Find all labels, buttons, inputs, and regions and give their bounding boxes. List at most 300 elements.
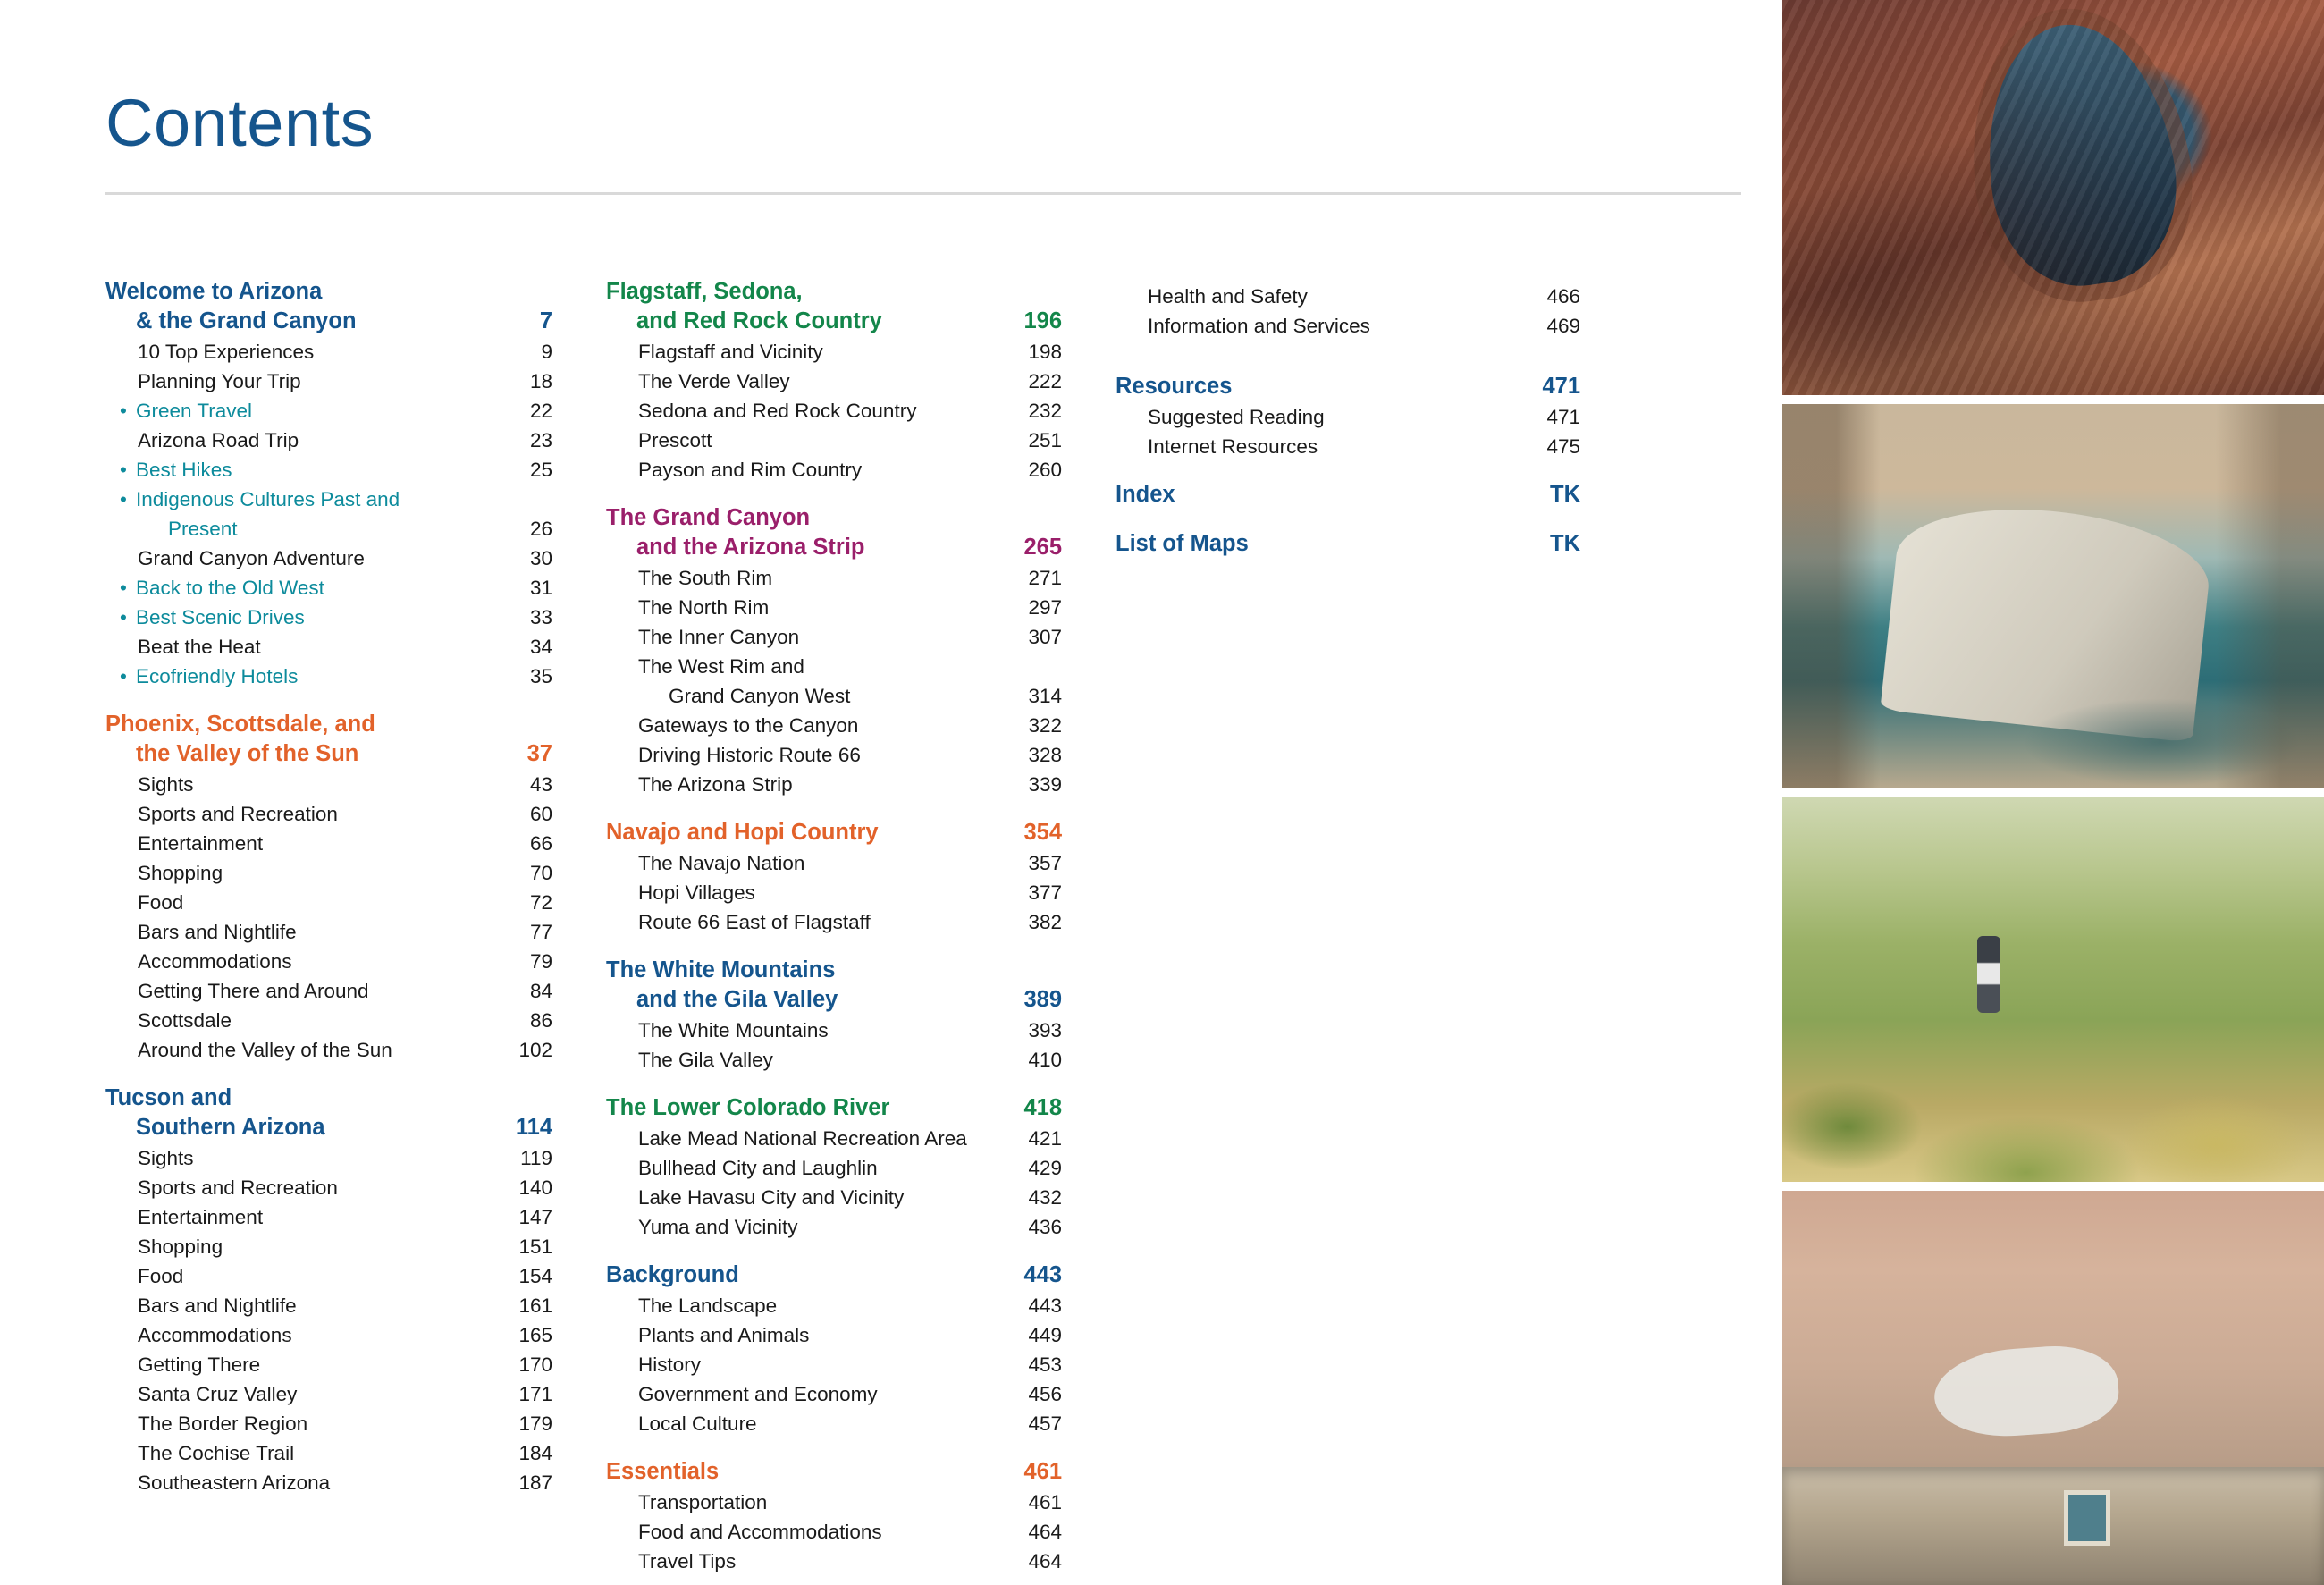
toc-entry-label-cont: Present: [168, 518, 238, 540]
toc-section-heading[interactable]: [105, 1115, 552, 1141]
toc-entry-text: Suggested Reading: [1148, 406, 1325, 428]
toc-entry[interactable]: [105, 921, 552, 944]
toc-entry[interactable]: [606, 1186, 1062, 1210]
leader-dots: [827, 346, 1016, 362]
leader-dots: [311, 1418, 507, 1434]
toc-entry-text: Getting There and Around: [138, 980, 369, 1002]
toc-entry[interactable]: [606, 370, 1062, 393]
toc-entry-page: 410: [1028, 1049, 1062, 1071]
toc-entry[interactable]: [105, 1442, 552, 1465]
leader-dots: [776, 572, 1016, 588]
toc-entry[interactable]: [606, 1550, 1062, 1573]
toc-entry[interactable]: [105, 665, 552, 688]
toc-entry-text: Beat the Heat: [138, 636, 261, 658]
toc-section-heading[interactable]: [606, 987, 1062, 1013]
toc-entry-page: 471: [1546, 406, 1580, 428]
toc-entry-text: Accommodations: [138, 950, 292, 973]
toc-entry-label: [638, 881, 755, 905]
leader-dots: [360, 314, 499, 332]
toc-entry-text: The Border Region: [138, 1412, 308, 1435]
toc-entry-text: Transportation: [638, 1491, 768, 1513]
toc-section: [606, 505, 1062, 797]
toc-entry[interactable]: [105, 459, 552, 482]
toc-entry[interactable]: [105, 862, 552, 885]
toc-entry[interactable]: [105, 1039, 552, 1062]
toc-entry-label: [638, 1353, 701, 1377]
leader-dots: [722, 1464, 1008, 1482]
toc-section-heading[interactable]: [606, 1459, 1062, 1485]
toc-entry[interactable]: [105, 1294, 552, 1318]
toc-entry-label-cont: Grand Canyon West: [669, 685, 851, 707]
toc-entry[interactable]: [105, 606, 552, 629]
toc-section-heading-line[interactable]: [606, 957, 1062, 983]
toc-entry-label: [638, 1186, 904, 1210]
toc-entry[interactable]: [1116, 435, 1580, 459]
toc-section-page: 389: [1023, 987, 1062, 1012]
leader-dots: [296, 1329, 507, 1345]
leader-dots: [328, 582, 507, 598]
toc-entry-label: [638, 341, 823, 364]
leader-dots: [256, 405, 507, 421]
toc-entry-label: [1148, 315, 1370, 338]
toc-entry[interactable]: [105, 803, 552, 826]
toc-entry-text: Sedona and Red Rock Country: [638, 400, 917, 422]
toc-entry-text: Plants and Animals: [638, 1324, 810, 1346]
toc-entry-page: 33: [529, 606, 552, 628]
toc-entry-label: [638, 773, 793, 797]
leader-dots: [761, 1418, 1016, 1434]
toc-entry-text: Internet Resources: [1148, 435, 1318, 458]
toc-entry-text: The Cochise Trail: [138, 1442, 295, 1464]
toc-entry[interactable]: [606, 1019, 1062, 1042]
toc-entry[interactable]: [105, 950, 552, 974]
toc-entry[interactable]: [606, 1353, 1062, 1377]
toc-entry[interactable]: [105, 1265, 552, 1288]
toc-entry-label: [138, 921, 297, 944]
bullet-icon: •: [120, 488, 127, 510]
photo-strip: [1782, 0, 2324, 1585]
toc-section-label: and the Gila Valley: [636, 987, 838, 1012]
toc-entry-page: 60: [529, 803, 552, 825]
toc-entry-text: The White Mountains: [638, 1019, 829, 1041]
toc-section: [606, 820, 1062, 934]
leader-dots: [920, 405, 1016, 421]
toc-entry-label: [1148, 406, 1325, 429]
toc-entry-label: [638, 1550, 736, 1573]
toc-entry[interactable]: [105, 1206, 552, 1229]
leader-dots: [796, 779, 1016, 795]
toc-entry[interactable]: [606, 1127, 1062, 1151]
leader-dots: [187, 1270, 507, 1286]
toc-entry-page: 421: [1028, 1127, 1062, 1150]
toc-entry-label: [138, 1176, 338, 1200]
toc-entry-label: [138, 1235, 223, 1259]
toc-section-heading[interactable]: [606, 1095, 1062, 1121]
toc-entry-text: Flagstaff and Vicinity: [638, 341, 823, 363]
toc-entry-page: 307: [1028, 626, 1062, 648]
toc-entry[interactable]: [1116, 285, 1580, 308]
leader-dots: [341, 808, 507, 824]
toc-entry[interactable]: [105, 341, 552, 364]
toc-section-label: Background: [606, 1262, 739, 1287]
toc-entry-page: 25: [529, 459, 552, 481]
toc-section-heading-line[interactable]: [105, 1085, 552, 1111]
toc-entry-label: [138, 1324, 292, 1347]
toc-entry-label: [638, 1324, 809, 1347]
toc-entry-page: 30: [529, 547, 552, 569]
toc-section-label: Southern Arizona: [136, 1115, 325, 1140]
toc-entry-label: [638, 1294, 777, 1318]
bullet-icon: •: [120, 606, 127, 628]
contents-column-3: [1116, 279, 1580, 1579]
leader-dots: [780, 1300, 1016, 1316]
toc-entry-text: Food and Accommodations: [638, 1521, 882, 1543]
toc-entry[interactable]: [606, 1049, 1062, 1072]
toc-entry-text: Entertainment: [138, 832, 264, 855]
toc-entry[interactable]: [105, 577, 552, 600]
toc-entry-text: Sports and Recreation: [138, 1176, 338, 1199]
leader-dots: [198, 1152, 507, 1168]
toc-entry-page: 79: [529, 950, 552, 973]
toc-entry[interactable]: [105, 1147, 552, 1170]
leader-dots: [373, 985, 507, 1001]
toc-section-label: Tucson and: [105, 1085, 232, 1110]
toc-entry[interactable]: [1116, 315, 1580, 338]
toc-entry[interactable]: [606, 685, 1062, 708]
toc-entry[interactable]: [105, 429, 552, 452]
toc-entry-page: 429: [1028, 1157, 1062, 1179]
toc-section-page: 114: [515, 1115, 552, 1140]
bullet-icon: •: [120, 665, 127, 687]
toc-section: [1116, 531, 1580, 557]
toc-entry-text: The Inner Canyon: [638, 626, 800, 648]
toc-entry[interactable]: [606, 852, 1062, 875]
toc-entry-line[interactable]: [606, 655, 1062, 679]
leader-dots: [302, 434, 507, 451]
toc-entry-page: 322: [1028, 714, 1062, 737]
toc-entry-page: 70: [529, 862, 552, 884]
toc-entry-page: 187: [518, 1471, 552, 1494]
toc-entry-label: [138, 370, 301, 393]
toc-section: [606, 1262, 1062, 1436]
leader-dots: [264, 1359, 507, 1375]
spacer: [1116, 338, 1580, 350]
leader-dots: [739, 1555, 1016, 1572]
toc-entry-text: Back to the Old West: [136, 577, 324, 599]
toc-entry[interactable]: [606, 911, 1062, 934]
toc-entry-text: Accommodations: [138, 1324, 292, 1346]
toc-entry[interactable]: [606, 744, 1062, 767]
leader-dots: [777, 1054, 1016, 1070]
toc-entry-text: Indigenous Cultures Past and: [136, 488, 400, 510]
toc-entry[interactable]: [606, 1294, 1062, 1318]
toc-entry-text: Travel Tips: [638, 1550, 737, 1572]
toc-entry-page: 393: [1028, 1019, 1062, 1041]
toc-entry[interactable]: [606, 1324, 1062, 1347]
toc-entry-text: Yuma and Vicinity: [638, 1216, 798, 1238]
toc-entry-label: [138, 773, 194, 797]
toc-section: [1116, 482, 1580, 508]
toc-entry-text: Arizona Road Trip: [138, 429, 299, 451]
toc-entry-page: 222: [1028, 370, 1062, 392]
leader-dots: [882, 825, 1008, 843]
leader-dots: [832, 1024, 1016, 1041]
toc-entry-text: Green Travel: [136, 400, 253, 422]
toc-entry-text: The Arizona Strip: [638, 773, 793, 796]
toc-entry-label: [638, 1412, 757, 1436]
toc-entry[interactable]: [606, 567, 1062, 590]
leader-dots: [1311, 291, 1535, 307]
leader-dots: [841, 992, 1008, 1010]
leader-dots: [794, 375, 1016, 392]
toc-entry-page: 271: [1028, 567, 1062, 589]
toc-entry-page: 31: [529, 577, 552, 599]
toc-entry[interactable]: [105, 773, 552, 797]
toc-entry-page: 171: [518, 1383, 552, 1405]
leader-dots: [813, 1329, 1016, 1345]
leader-dots: [266, 1211, 507, 1227]
toc-entry-label: [138, 1353, 260, 1377]
toc-entry[interactable]: [606, 341, 1062, 364]
toc-section-heading[interactable]: [105, 741, 552, 767]
toc-entry[interactable]: [105, 1176, 552, 1200]
toc-section-heading[interactable]: [1116, 374, 1580, 400]
toc-entry-label: [638, 596, 769, 620]
toc-entry-label: [138, 1442, 294, 1465]
toc-entry-label: [138, 832, 263, 856]
toc-entry[interactable]: [105, 1235, 552, 1259]
toc-entry[interactable]: [105, 1412, 552, 1436]
toc-entry[interactable]: [105, 547, 552, 570]
toc-entry-page: 102: [518, 1039, 552, 1061]
leader-dots: [236, 464, 507, 480]
toc-entry-label: [638, 852, 804, 875]
toc-section-heading-line[interactable]: [105, 279, 552, 305]
toc-entry[interactable]: [105, 518, 552, 541]
leader-dots: [235, 1015, 507, 1031]
leader-dots: [854, 690, 1016, 706]
toc-entry[interactable]: [606, 881, 1062, 905]
toc-entry[interactable]: [606, 1521, 1062, 1544]
leader-dots: [893, 1100, 1008, 1118]
toc-entry-page: 339: [1028, 773, 1062, 796]
toc-section-heading-line[interactable]: [606, 279, 1062, 305]
toc-section-heading-line[interactable]: [105, 712, 552, 738]
toc-entry-text: History: [638, 1353, 702, 1376]
leader-dots: [808, 857, 1016, 873]
leader-dots: [333, 1477, 507, 1493]
toc-entry-label: [138, 803, 338, 826]
leader-dots: [759, 887, 1016, 903]
toc-entry-page: 464: [1028, 1550, 1062, 1572]
toc-entry[interactable]: [606, 459, 1062, 482]
leader-dots: [862, 720, 1016, 736]
toc-section-page: 354: [1023, 820, 1062, 845]
leader-dots: [864, 749, 1016, 765]
toc-section-heading[interactable]: [606, 308, 1062, 334]
leader-dots: [368, 552, 507, 569]
toc-entry-page: 436: [1028, 1216, 1062, 1238]
toc-entry-text: The Landscape: [638, 1294, 778, 1317]
toc-entry[interactable]: [105, 1324, 552, 1347]
toc-entry-text: Government and Economy: [638, 1383, 878, 1405]
toc-section-page: TK: [1550, 482, 1580, 507]
toc-entry-label: [638, 1521, 882, 1544]
toc-section-label: The Lower Colorado River: [606, 1095, 890, 1120]
toc-entry-text: Sports and Recreation: [138, 803, 338, 825]
toc-section: [105, 1085, 552, 1495]
toc-entry[interactable]: [105, 1353, 552, 1377]
toc-section-label: & the Grand Canyon: [136, 308, 357, 333]
toc-entry-page: 165: [518, 1324, 552, 1346]
toc-entry-text: Bars and Nightlife: [138, 921, 297, 943]
toc-entry-page: 23: [529, 429, 552, 451]
toc-section-heading[interactable]: [606, 820, 1062, 846]
toc-entry[interactable]: [606, 400, 1062, 423]
toc-entry[interactable]: [105, 1009, 552, 1033]
toc-section-label: Index: [1116, 482, 1175, 507]
toc-entry-page: 464: [1028, 1521, 1062, 1543]
toc-entry[interactable]: [105, 370, 552, 393]
toc-section-heading-line[interactable]: [606, 505, 1062, 531]
toc-entry-text: The Verde Valley: [638, 370, 790, 392]
toc-section-heading[interactable]: [606, 1262, 1062, 1288]
toc-entry[interactable]: [105, 832, 552, 856]
toc-entry[interactable]: [105, 400, 552, 423]
toc-entry-label: [138, 1383, 297, 1406]
page-title: Contents: [105, 86, 375, 160]
toc-entry-text: Entertainment: [138, 1206, 264, 1228]
toc-entry-label: [638, 400, 916, 423]
toc-entry-page: 232: [1028, 400, 1062, 422]
toc-section-page: 7: [539, 308, 552, 333]
toc-entry-label: [638, 626, 799, 649]
toc-section-label: Flagstaff, Sedona,: [606, 279, 803, 304]
leader-dots: [874, 916, 1016, 932]
leader-dots: [1235, 379, 1527, 397]
leader-dots: [1321, 441, 1535, 457]
leader-dots: [266, 838, 507, 854]
leader-dots: [881, 1388, 1016, 1404]
toc-entry[interactable]: [105, 1383, 552, 1406]
toc-entry-label: [138, 341, 314, 364]
toc-entry[interactable]: [606, 714, 1062, 738]
toc-entry-label: [638, 370, 790, 393]
toc-entry-text: Santa Cruz Valley: [138, 1383, 298, 1405]
toc-entry-page: 9: [541, 341, 552, 363]
toc-entry-label: [138, 862, 223, 885]
toc-entry-label: [138, 891, 183, 915]
toc-section-label: Phoenix, Scottsdale, and: [105, 712, 375, 737]
toc-entry-page: 170: [518, 1353, 552, 1376]
toc-entry-page: 84: [529, 980, 552, 1002]
toc-entry[interactable]: [105, 891, 552, 915]
toc-section-heading[interactable]: [1116, 531, 1580, 557]
toc-entry[interactable]: [105, 1471, 552, 1495]
toc-entry[interactable]: [105, 980, 552, 1003]
toc-entry-label: [638, 1216, 797, 1239]
desert-hiker-photo: [1782, 797, 2324, 1182]
leader-dots: [241, 523, 507, 539]
toc-entry-page: 251: [1028, 429, 1062, 451]
leader-dots: [305, 375, 507, 392]
toc-entry[interactable]: [606, 596, 1062, 620]
leader-dots: [869, 540, 1009, 558]
toc-entry-page: 314: [1028, 685, 1062, 707]
toc-entry-label: [638, 1019, 829, 1042]
contents-columns: [105, 279, 1750, 1579]
toc-section-heading[interactable]: [105, 308, 552, 334]
toc-entry-page: 453: [1028, 1353, 1062, 1376]
toc-entry-label: [138, 547, 365, 570]
toc-entry-label: [638, 1157, 878, 1180]
toc-entry-page: 43: [529, 773, 552, 796]
toc-entry-text: Best Scenic Drives: [136, 606, 305, 628]
toc-entry[interactable]: [105, 636, 552, 659]
toc-entry[interactable]: [606, 1216, 1062, 1239]
toc-section-heading[interactable]: [1116, 482, 1580, 508]
toc-entry-label: [138, 1009, 232, 1033]
toc-entry-text: Scottsdale: [138, 1009, 232, 1032]
toc-entry-page: 119: [520, 1147, 552, 1169]
toc-entry[interactable]: [606, 626, 1062, 649]
toc-entry-page: 66: [529, 832, 552, 855]
toc-entry[interactable]: [606, 1157, 1062, 1180]
leader-dots: [1328, 411, 1535, 427]
toc-entry-label: [138, 980, 369, 1003]
toc-section-page: 418: [1023, 1095, 1062, 1120]
toc-entry-page: 382: [1028, 911, 1062, 933]
toc-section: [606, 279, 1062, 482]
toc-entry[interactable]: [606, 773, 1062, 797]
leader-dots: [1374, 320, 1535, 336]
contents-column-1: [105, 279, 552, 1579]
toc-entry-text: The Navajo Nation: [638, 852, 805, 874]
toc-entry-label: [138, 1039, 392, 1062]
toc-entry-line[interactable]: [105, 488, 552, 511]
toc-entry-label: [638, 744, 861, 767]
leader-dots: [226, 1241, 507, 1257]
leader-dots: [907, 1192, 1016, 1208]
toc-section-label: Essentials: [606, 1459, 720, 1484]
toc-section: [105, 279, 552, 688]
toc-entry-page: 466: [1546, 285, 1580, 308]
leader-dots: [187, 897, 507, 913]
toc-entry[interactable]: [606, 1412, 1062, 1436]
leader-dots: [300, 926, 507, 942]
toc-entry-page: 297: [1028, 596, 1062, 619]
toc-entry-label: [120, 577, 324, 600]
toc-entry[interactable]: [1116, 406, 1580, 429]
toc-entry-text: The North Rim: [638, 596, 770, 619]
toc-entry-label: [638, 567, 772, 590]
rock-art-photo: [1782, 1191, 2324, 1585]
toc-entry-text: Around the Valley of the Sun: [138, 1039, 392, 1061]
toc-entry-page: 35: [529, 665, 552, 687]
leader-dots: [296, 956, 507, 972]
toc-section-label: The Grand Canyon: [606, 505, 811, 530]
toc-section-label: and Red Rock Country: [636, 308, 882, 333]
toc-entry-page: 377: [1028, 881, 1062, 904]
toc-entry[interactable]: [606, 1383, 1062, 1406]
leader-dots: [396, 1044, 507, 1060]
toc-entry-label: [638, 714, 858, 738]
toc-entry-label: [638, 1127, 967, 1151]
toc-entry-text: Bars and Nightlife: [138, 1294, 297, 1317]
toc-section-heading[interactable]: [606, 535, 1062, 561]
toc-entry[interactable]: [606, 429, 1062, 452]
toc-entry[interactable]: [606, 1491, 1062, 1514]
